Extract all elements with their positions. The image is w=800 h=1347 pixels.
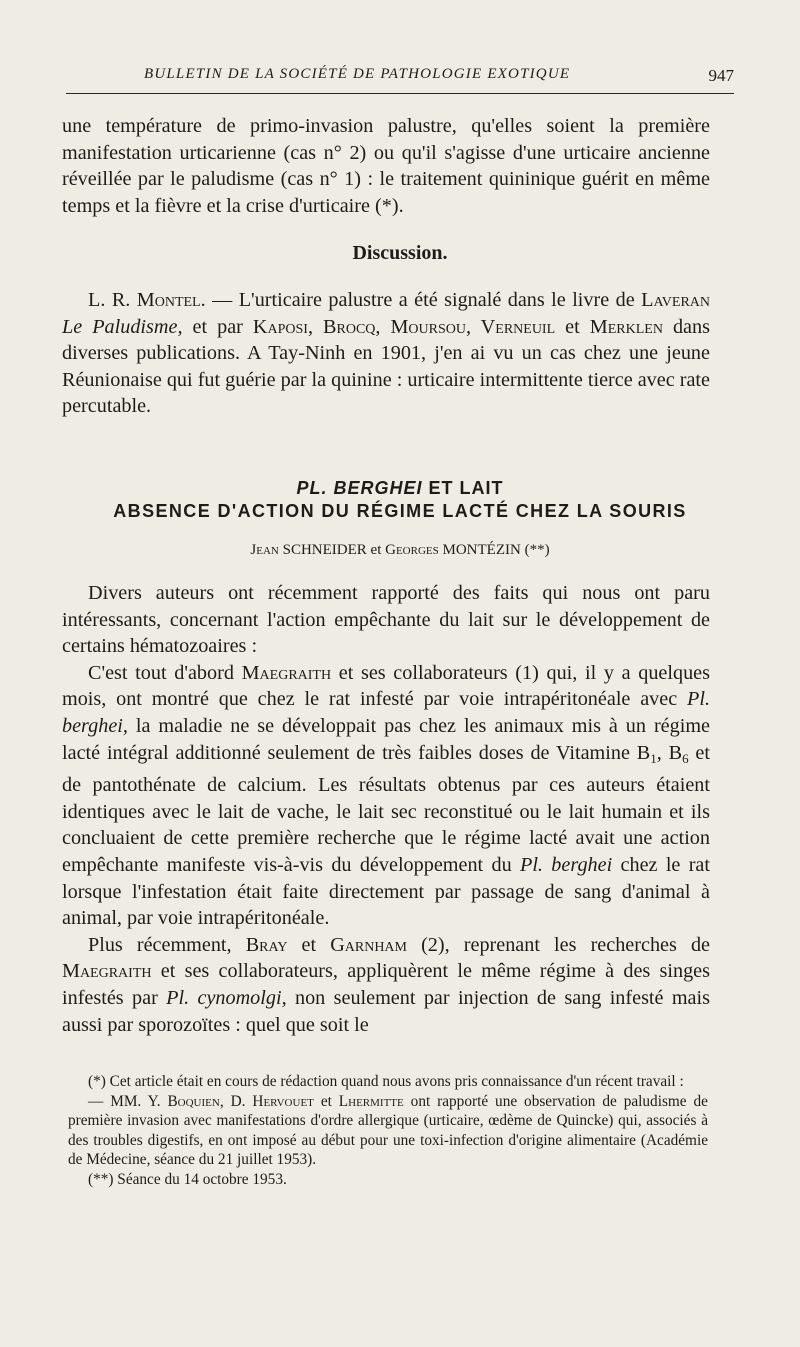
footnotes	[68, 1072, 708, 1190]
discussion-heading: Discussion.	[352, 242, 448, 264]
intro-paragraph	[62, 113, 710, 219]
book-title: Le Paludisme,	[62, 315, 183, 338]
page-header	[66, 63, 734, 94]
article-title-line1: PL. BERGHEI ET LAIT	[296, 478, 504, 498]
discussion-paragraph: L. R. Montel. — L'urticaire palustre a été signalé dans le livre de Laveran Le Paludisme, et par Kaposi, Brocq, Moursou, Verneuil et Merklen dans diverses publications. A Tay-Ninh en 1901, j'en ai vu un cas chez une jeune Réunionaise qui fut guérie par la quinine : urticaire intermittente tierce avec rate percutable.	[62, 289, 710, 418]
footnote-2: — MM. Y. Boquien, D. Hervouet et Lhermitte ont rapporté une observation de paludisme de première invasion avec manifestations d'ordre allergique (urticaire, œdème de Quincke) qui, associés à des troubles digestifs, en ont imposé au début pour une toxi-infection d'origine alimentaire (Académie de Médecine, séance du 21 juillet 1953).	[68, 1092, 708, 1169]
article-body	[62, 580, 710, 1038]
article-authors: Jean SCHNEIDER et Georges MONTÉZIN (**)	[250, 542, 550, 558]
article-title-line2: ABSENCE D'ACTION DU RÉGIME LACTÉ CHEZ LA SOURIS	[113, 501, 687, 521]
article-paragraph-2: C'est tout d'abord Maegraith et ses collaborateurs (1) qui, il y a quelques mois, ont montré que chez le rat infesté par voie intrapéritonéale avec Pl. berghei, la maladie ne se développait pas chez les animaux mis à un régime lacté intégral additionné seulement de très faibles doses de Vitamine $B_1$, $B_6$ et de pantothénate de calcium. Les résultats obtenus par ces auteurs étaient identiques avec le lait de vache, le lait sec reconstitué ou le lait humain et ils concluaient de cette première recherche que le régime lacté avait une action empêchante manifeste vis-à-vis du développement du Pl. berghei chez le rat lorsque l'infestation était faite directement par passage de sang d'animal à animal, par voie intrapéritonéale.	[62, 661, 711, 930]
page-number: 947	[708, 66, 734, 85]
article-paragraph-1: Divers auteurs ont récemment rapporté des faits qui nous ont paru intéressants, concernant l'action empêchante du lait sur le développement de certains hématozoaires :	[62, 582, 710, 658]
speaker-name: L. R. Montel.	[88, 289, 206, 311]
intro-text: une température de primo-invasion palustre, qu'elles soient la première manifestation urticarienne (cas n° 2) ou qu'il s'agisse d'une urticaire ancienne réveillée par le paludisme (cas n° 1) : le traitement quininique guérit en même temps et la fièvre et la crise d'urticaire (*).	[62, 115, 710, 217]
running-title: BULLETIN DE LA SOCIÉTÉ DE PATHOLOGIE EXOTIQUE	[144, 66, 571, 82]
article-paragraph-3: Plus récemment, Bray et Garnham (2), reprenant les recherches de Maegraith et ses collaborateurs, appliquèrent le même régime à des singes infestés par Pl. cynomolgi, non seulement par injection de sang infesté mais aussi par sporozoïtes : quel que soit le	[62, 933, 710, 1036]
footnote-1: (*) Cet article était en cours de rédaction quand nous avons pris connaissance d'un récent travail :	[88, 1073, 684, 1090]
footnote-3: (**) Séance du 14 octobre 1953.	[88, 1170, 287, 1188]
